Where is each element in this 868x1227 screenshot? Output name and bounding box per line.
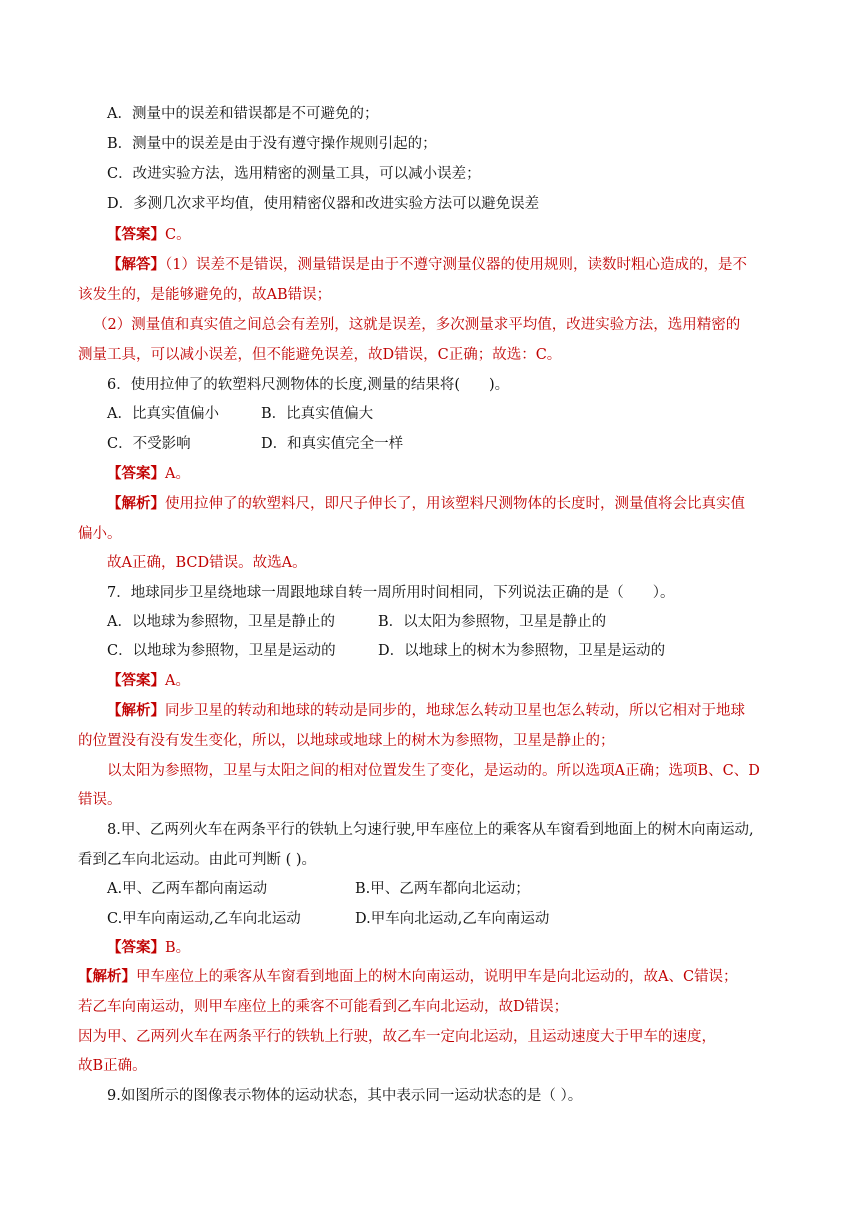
q6-analysis-line-1 [107, 494, 745, 514]
q5-option-a: A．测量中的误差和错误都是不可避免的； [107, 106, 379, 122]
q8-analysis-line-4: 故B正确。 [78, 1058, 147, 1074]
analysis-text: （1）误差不是错误，测量错误是由于不遵守测量仪器的使用规则，读数时粗心造成的，是不 [165, 257, 747, 273]
analysis-text: 甲车座位上的乘客从车窗看到地面上的树木向南运动，说明甲车是向北运动的，故A、C错误； [136, 969, 738, 985]
q8-option-b: B.甲、乙两车都向北运动； [355, 881, 530, 897]
q7-answer [107, 671, 190, 691]
q6-analysis-line-3: 故A正确，BCD错误。故选A。 [107, 555, 307, 571]
q7-option-d: D．以地球上的树木为参照物，卫星是运动的 [378, 643, 666, 659]
q7-analysis-line-2: 的位置没有没有发生变化，所以，以地球或地球上的树木为参照物，卫星是静止的； [78, 733, 615, 749]
q8-analysis-line-2: 若乙车向南运动，则甲车座位上的乘客不可能看到乙车向北运动，故D错误； [78, 999, 569, 1015]
analysis-tag: 【解析】 [107, 702, 165, 719]
q5-analysis-line-2: 该发生的，是能够避免的，故AB错误； [78, 287, 332, 303]
answer-value: A。 [165, 466, 190, 482]
q8-answer [107, 938, 190, 958]
q8-analysis-line-1 [78, 967, 738, 987]
analysis-tag: 【解析】 [78, 968, 136, 985]
q5-option-c: C．改进实验方法，选用精密的测量工具，可以减小误差； [107, 166, 481, 182]
q7-analysis-line-4: 错误。 [78, 792, 122, 808]
answer-tag: 【答案】 [107, 672, 165, 689]
q5-option-b: B．测量中的误差是由于没有遵守操作规则引起的； [107, 136, 437, 152]
q6-option-b: B．比真实值偏大 [261, 406, 374, 422]
q7-analysis-line-1 [107, 701, 745, 721]
q8-stem-line-2: 看到乙车向北运动。由此可判断 ( )。 [78, 852, 317, 868]
q6-analysis-line-2: 偏小。 [78, 526, 122, 542]
answer-value: A。 [165, 673, 190, 689]
analysis-text: 使用拉伸了的软塑料尺，即尺子伸长了，用该塑料尺测物体的长度时，测量值将会比真实值 [165, 496, 745, 512]
q7-analysis-line-3: 以太阳为参照物，卫星与太阳之间的相对位置发生了变化，是运动的。所以选项A正确；选项B、C、D [107, 763, 760, 779]
answer-tag: 【答案】 [107, 465, 165, 482]
q5-answer [107, 225, 191, 245]
q9-stem: 9.如图所示的图像表示物体的运动状态，其中表示同一运动状态的是（ ）。 [107, 1088, 583, 1104]
answer-value: B。 [165, 940, 191, 956]
q5-option-d: D．多测几次求平均值，使用精密仪器和改进实验方法可以避免误差 [107, 196, 540, 212]
q5-analysis-line-4: 测量工具，可以减小误差，但不能避免误差，故D错误，C正确；故选：C。 [78, 347, 562, 363]
analysis-text: 同步卫星的转动和地球的转动是同步的，地球怎么转动卫星也怎么转动，所以它相对于地球 [165, 703, 745, 719]
q8-stem-line-1: 8.甲、乙两列火车在两条平行的铁轨上匀速行驶,甲车座位上的乘客从车窗看到地面上的树木向南运动, [107, 822, 754, 838]
q7-option-b: B．以太阳为参照物，卫星是静止的 [378, 614, 607, 630]
q6-option-c: C．不受影响 [107, 436, 191, 452]
answer-tag: 【答案】 [107, 226, 165, 243]
q7-option-a: A．以地球为参照物，卫星是静止的 [107, 614, 335, 630]
q7-option-c: C．以地球为参照物，卫星是运动的 [107, 643, 336, 659]
q6-option-d: D．和真实值完全一样 [261, 436, 404, 452]
q8-option-d: D.甲车向北运动,乙车向南运动 [355, 911, 550, 927]
analysis-tag: 【解析】 [107, 495, 165, 512]
q5-analysis-line-1 [107, 255, 747, 275]
analysis-tag: 【解答】 [107, 256, 165, 273]
answer-tag: 【答案】 [107, 939, 165, 956]
q6-answer [107, 464, 190, 484]
q8-analysis-line-3: 因为甲、乙两列火车在两条平行的铁轨上行驶，故乙车一定向北运动，且运动速度大于甲车的速度， [78, 1029, 716, 1045]
q5-analysis-line-3: （2）测量值和真实值之间总会有差别，这就是误差，多次测量求平均值，改进实验方法，选用精密的 [93, 317, 741, 333]
q7-stem: 7．地球同步卫星绕地球一周跟地球自转一周所用时间相同，下列说法正确的是（ ）。 [107, 585, 675, 601]
q6-option-a: A．比真实值偏小 [107, 406, 219, 422]
q8-option-c: C.甲车向南运动,乙车向北运动 [107, 911, 301, 927]
q6-stem: 6．使用拉伸了的软塑料尺测物体的长度,测量的结果将( )。 [107, 377, 510, 393]
q8-option-a: A.甲、乙两车都向南运动 [107, 881, 268, 897]
answer-value: C。 [165, 227, 191, 243]
